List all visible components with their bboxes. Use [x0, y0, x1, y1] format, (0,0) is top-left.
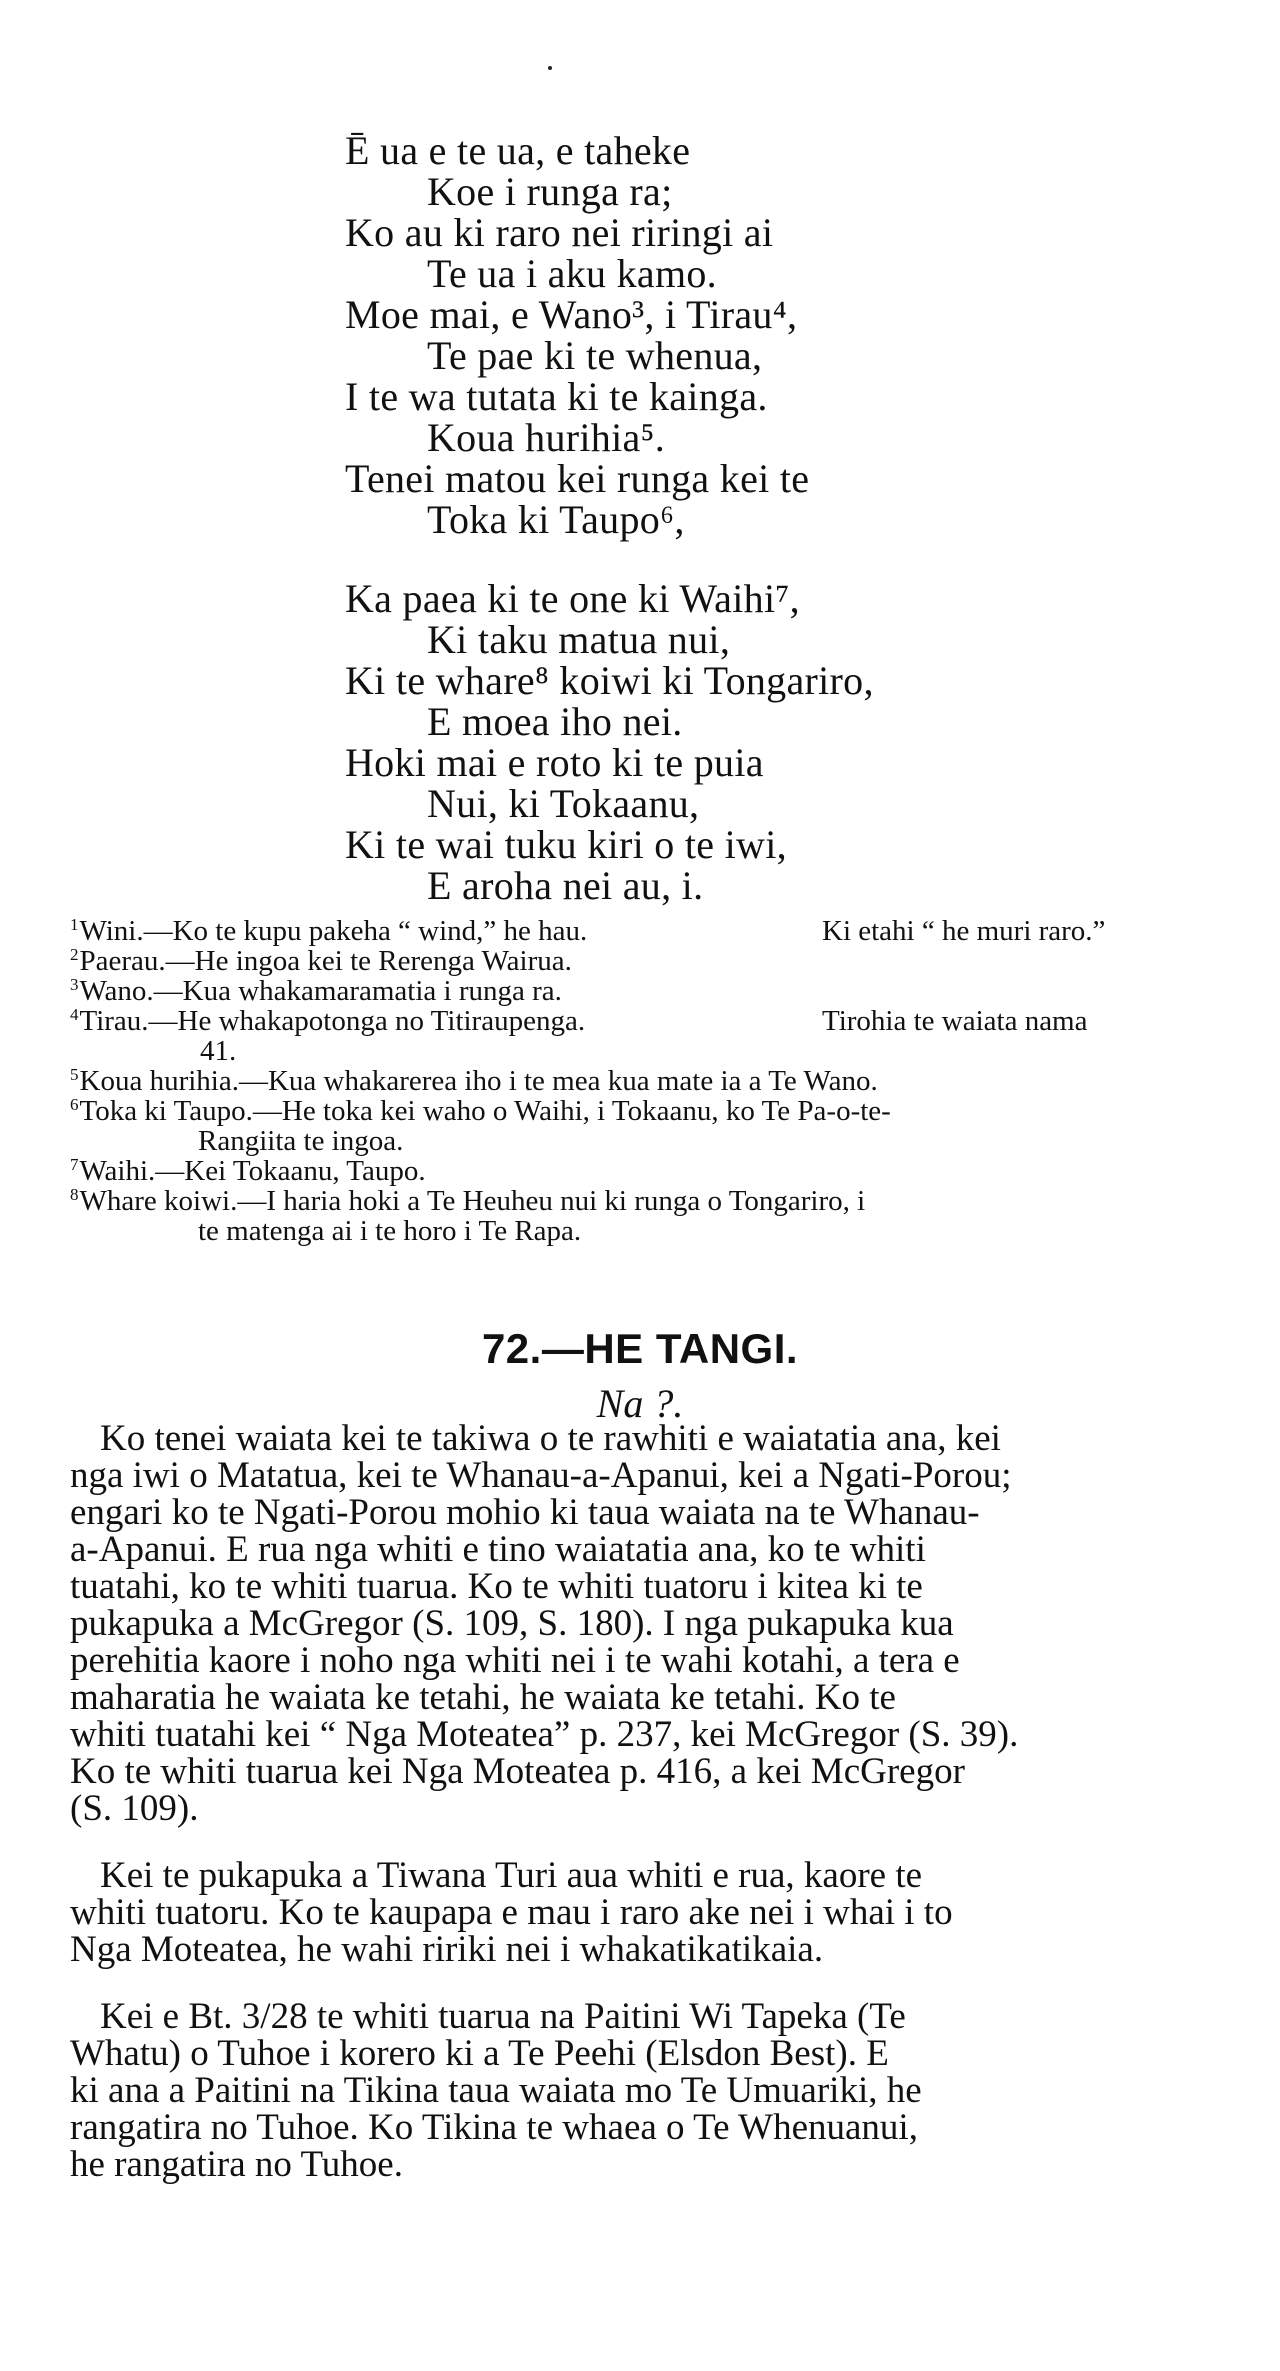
poem-line: Te pae ki te whenua,: [427, 333, 763, 378]
footnote-text: Wini.—Ko te kupu pakeha “ wind,” he hau.: [79, 915, 588, 947]
paragraph-line: rangatira no Tuhoe. Ko Tikina te whaea o Te Whenuanui,: [70, 2107, 918, 2148]
poem-line: Koe i runga ra;: [427, 169, 673, 214]
paragraph-line: perehitia kaore i noho nga whiti nei i te wahi kotahi, a tera e: [70, 1640, 960, 1681]
poem-line: Ka paea ki te one ki Waihi⁷,: [345, 576, 800, 621]
paragraph: [70, 1857, 1220, 1968]
footnote-continuation: te matenga ai i te horo i Te Rapa.: [198, 1215, 582, 1247]
footnote-text: Toka ki Taupo.—He toka kei waho o Waihi, i Tokaanu, ko Te Pa-o-te-: [79, 1095, 891, 1127]
poem-line: Hoki mai e roto ki te puia: [345, 740, 764, 785]
paragraph-line: pukapuka a McGregor (S. 109, S. 180). I nga pukapuka kua: [70, 1603, 954, 1644]
footnote: [70, 976, 1230, 1006]
body-text: [70, 1420, 1220, 2183]
paragraph-line: Ko tenei waiata kei te takiwa o te rawhiti e waiatatia ana, kei: [100, 1418, 1001, 1459]
footnote-continuation-right: Ki etahi “ he muri raro.”: [822, 915, 1106, 947]
speck-mark: [548, 66, 552, 70]
poem: [345, 130, 1145, 906]
paragraph-line: Whatu) o Tuhoe i korero ki a Te Peehi (Elsdon Best). E: [70, 2033, 889, 2074]
footnote-text: Paerau.—He ingoa kei te Rerenga Wairua.: [79, 945, 572, 977]
paragraph-line: (S. 109).: [70, 1788, 199, 1829]
footnote-number: 1: [70, 915, 79, 934]
poem-line: Toka ki Taupo⁶,: [427, 497, 685, 542]
paragraph-line: Kei te pukapuka a Tiwana Turi aua whiti e rua, kaore te: [100, 1855, 923, 1896]
poem-line: Ki te whare⁸ koiwi ki Tongariro,: [345, 658, 874, 703]
footnote: [70, 1006, 1230, 1036]
footnote-text: Wano.—Kua whakamaramatia i runga ra.: [79, 975, 562, 1007]
paragraph-line: a-Apanui. E rua nga whiti e tino waiatatia ana, ko te whiti: [70, 1529, 926, 1570]
paragraph-line: maharatia he waiata ke tetahi, he waiata ke tetahi. Ko te: [70, 1677, 896, 1718]
footnote-text: Waihi.—Kei Tokaanu, Taupo.: [79, 1155, 426, 1187]
footnote: [70, 1186, 1230, 1216]
paragraph-line: ki ana a Paitini na Tikina taua waiata mo Te Umuariki, he: [70, 2070, 922, 2111]
paragraph-line: Ko te whiti tuarua kei Nga Moteatea p. 416, a kei McGregor: [70, 1751, 965, 1792]
poem-line: E aroha nei au, i.: [427, 863, 704, 908]
poem-line: Tenei matou kei runga kei te: [345, 456, 810, 501]
poem-line: I te wa tutata ki te kainga.: [345, 374, 768, 419]
footnote-number: 4: [70, 1005, 79, 1024]
footnote: [70, 916, 1230, 946]
footnote: [70, 946, 1230, 976]
paragraph-line: he rangatira no Tuhoe.: [70, 2144, 403, 2185]
poem-line: Moe mai, e Wano³, i Tirau⁴,: [345, 292, 798, 337]
poem-line: Ki taku matua nui,: [427, 617, 731, 662]
poem-stanza-2: [345, 578, 1145, 906]
poem-line: Ko au ki raro nei riringi ai: [345, 210, 774, 255]
paragraph-line: engari ko te Ngati-Porou mohio ki taua waiata na te Whanau-: [70, 1492, 980, 1533]
footnote: [70, 1096, 1230, 1126]
poem-stanza-1: [345, 130, 1145, 540]
poem-line: Nui, ki Tokaanu,: [427, 781, 700, 826]
footnote-number: 8: [70, 1185, 79, 1204]
poem-line: Ki te wai tuku kiri o te iwi,: [345, 822, 787, 867]
footnote-number: 6: [70, 1095, 79, 1114]
footnote: [70, 1156, 1230, 1186]
poem-line: Koua hurihia⁵.: [427, 415, 666, 460]
footnote-continuation: 41.: [200, 1035, 237, 1067]
footnotes: [70, 916, 1230, 1246]
footnote-continuation-right: Tirohia te waiata nama: [822, 1005, 1088, 1037]
paragraph: [70, 1998, 1220, 2183]
footnote-text: Tirau.—He whakapotonga no Titiraupenga.: [79, 1005, 586, 1037]
paragraph-line: tuatahi, ko te whiti tuarua. Ko te whiti tuatoru i kitea ki te: [70, 1566, 923, 1607]
paragraph-line: Kei e Bt. 3/28 te whiti tuarua na Paitini Wi Tapeka (Te: [100, 1996, 906, 2037]
section-title: 72.—HE TANGI.: [481, 1325, 799, 1372]
poem-line: E moea iho nei.: [427, 699, 683, 744]
poem-line: Te ua i aku kamo.: [427, 251, 717, 296]
paragraph: [70, 1420, 1220, 1827]
paragraph-line: whiti tuatahi kei “ Nga Moteatea” p. 237, kei McGregor (S. 39).: [70, 1714, 1019, 1755]
paragraph-line: nga iwi o Matatua, kei te Whanau-a-Apanui, kei a Ngati-Porou;: [70, 1455, 1012, 1496]
paragraph-line: Nga Moteatea, he wahi ririki nei i whakatikatikaia.: [70, 1929, 824, 1970]
poem-line: Ē ua e te ua, e taheke: [345, 128, 691, 173]
footnote-number: 2: [70, 945, 79, 964]
paragraph-line: whiti tuatoru. Ko te kaupapa e mau i raro ake nei i whai i to: [70, 1892, 953, 1933]
section-author: Na ?.: [596, 1381, 684, 1426]
footnote-number: 3: [70, 975, 79, 994]
footnote-number: 5: [70, 1065, 79, 1084]
footnote-text: Whare koiwi.—I haria hoki a Te Heuheu nui ki runga o Tongariro, i: [79, 1185, 866, 1217]
footnote-continuation: Rangiita te ingoa.: [198, 1125, 404, 1157]
footnote-number: 7: [70, 1155, 79, 1174]
footnote: [70, 1066, 1230, 1096]
footnote-text: Koua hurihia.—Kua whakarerea iho i te mea kua mate ia a Te Wano.: [79, 1065, 878, 1097]
